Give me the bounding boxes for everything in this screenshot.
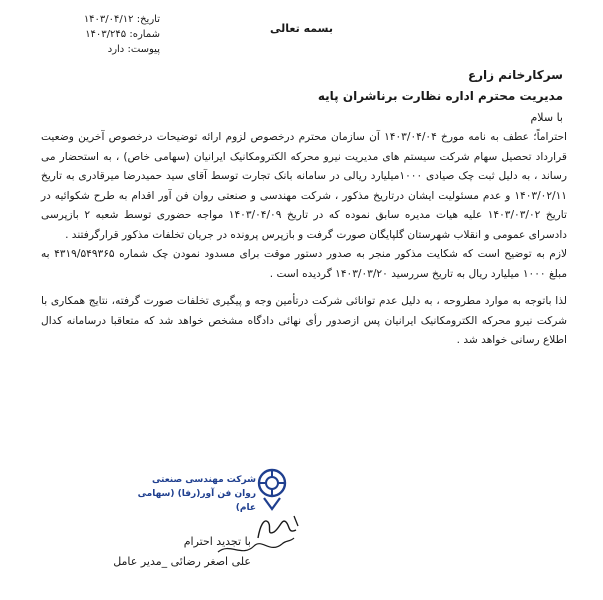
number-label: شماره: xyxy=(129,29,160,40)
stamp-line-1: شرکت مهندسی صنعتی xyxy=(151,475,256,485)
date-value: ۱۴۰۳/۰۴/۱۲ xyxy=(83,14,134,25)
letter-meta xyxy=(40,12,160,57)
attachment-label: پیوست: xyxy=(127,44,160,55)
attachment-value: دارد xyxy=(107,44,125,55)
recipient-name: سرکارخانم زارع xyxy=(467,68,563,82)
recipient-office: مدیریت محترم اداره نظارت برناشران پایه xyxy=(317,89,563,103)
greeting: با سلام xyxy=(530,111,563,124)
stamp-text xyxy=(136,473,256,515)
company-logo-icon xyxy=(254,467,290,511)
number-value: ۱۴۰۳/۲۴۵ xyxy=(85,29,127,40)
body-paragraph-2: لازم به توضیح است که شکایت مذکور منجر به صدور دستور موقت برای مسدود نمودن چک شماره ۴۳۱۹/۵۴۹۳۶۵ به مبلغ ۱۰۰۰ میلیارد ریال به تاریخ سررسید ۱۴۰۳/۰۳/۲۰ گردیده است . xyxy=(41,248,568,280)
stamp-line-2: روان فن آور(رفا) (سهامی عام) xyxy=(137,489,256,513)
closing-line: با تجدید احترام xyxy=(183,535,251,548)
body-paragraph-1: احتراماً؛ عطف به نامه مورخ ۱۴۰۳/۰۴/۰۴ آن سازمان محترم درخصوص لزوم ارائه توضیحات درخصوص آخرین وضعیت قرارداد تحصیل سهام شرکت سیستم های مدیریت نیرو محرکه الکترومکانیک ایرانیان (سهامی خاص) ، به استحضار می رساند ، به دلیل ثبت چک صیادی ۱۰۰۰میلیارد ریالی در سامانه بانک تجارت توسط آقای سید حمیدرضا میرقادری به تاریخ ۱۴۰۳/۰۲/۱۱ و عدم مسئولیت ایشان درتاریخ مذکور ، شرکت مهندسی و صنعتی روان فن آور اقدام به طرح شکوائیه در تاریخ ۱۴۰۳/۰۳/۰۲ علیه هیات مدیره سابق نموده که در تاریخ ۱۴۰۳/۰۴/۰۹ مواجه حضوری توسط شعبه ۲ بازپرسی دادسرای عمومی و انقلاب شهرستان گلپایگان صورت گرفت و بازپرس پرونده در جریان تخلفات مذکور قرارگرفتند . xyxy=(41,131,567,241)
number-row xyxy=(40,27,160,42)
date-row xyxy=(40,12,160,27)
signer-name: علی اصغر رضائی _مدیر عامل xyxy=(113,555,251,568)
letter-body xyxy=(41,128,567,351)
body-paragraph-3: لذا باتوجه به موارد مطروحه ، به دلیل عدم توانائی شرکت درتأمین وجه و پیگیری تخلفات صورت گرفته، نتایج همکاری با شرکت نیرو محرکه الکترومکانیک ایرانیان پس ازصدور رأی نهائی دادگاه مشخص خواهد شد که متعاقبا درسامانه کدال اطلاع رسانی خواهد شد . xyxy=(41,295,567,346)
bismillah-heading: بسمه تعالی xyxy=(270,22,333,35)
attachment-row xyxy=(40,42,160,57)
date-label: تاریخ: xyxy=(136,14,160,25)
